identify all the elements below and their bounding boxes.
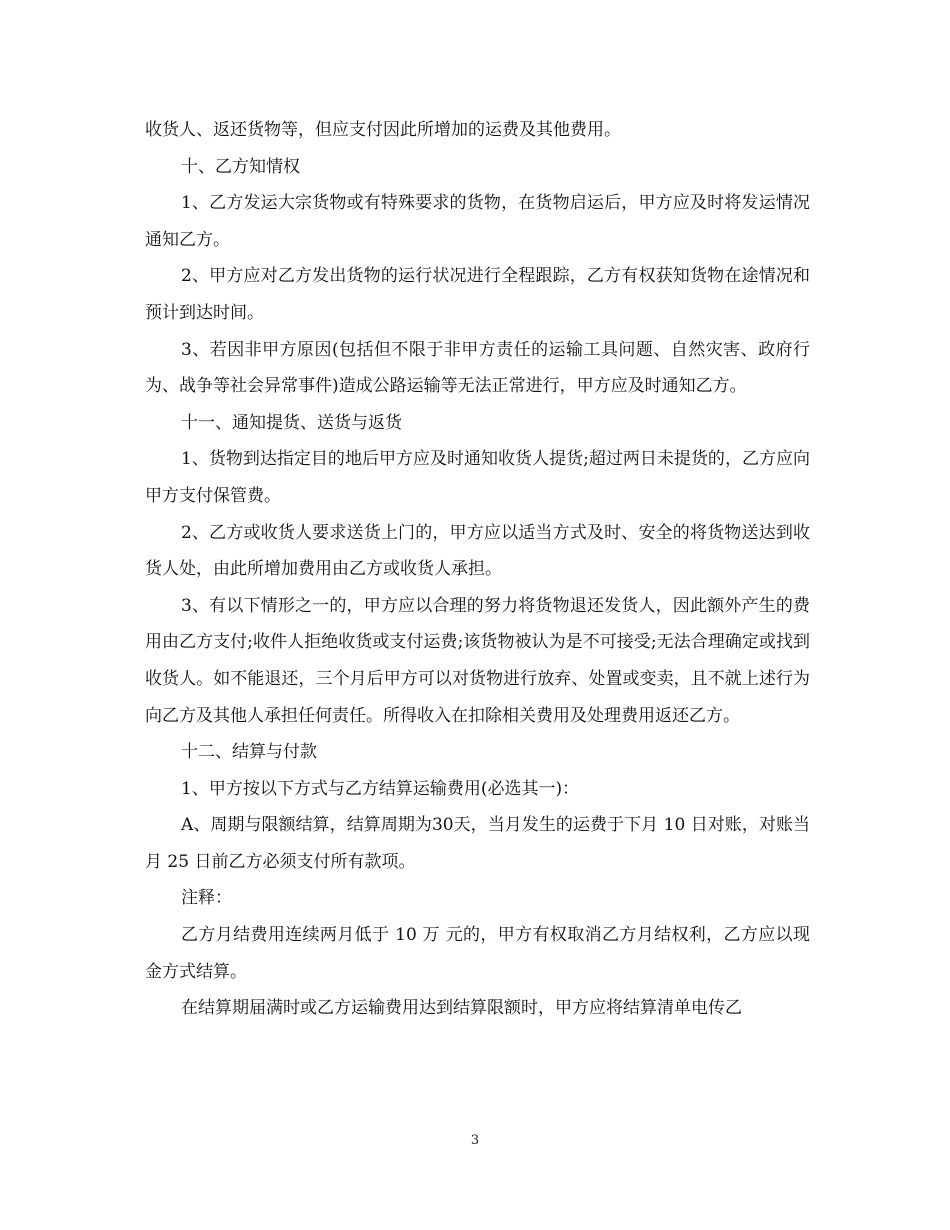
paragraph: A、周期与限额结算，结算周期为30天，当月发生的运费于下月 10 日对账，对账当月 25 日前乙方必须支付所有款项。 (145, 815, 810, 872)
document-body (145, 112, 810, 1027)
paragraph: 2、乙方或收货人要求送货上门的，甲方应以适当方式及时、安全的将货物送达到收货人处，由此所增加费用由乙方或收货人承担。 (145, 522, 810, 580)
paragraph: 1、甲方按以下方式与乙方结算运输费用(必选其一)： (181, 778, 580, 799)
paragraph: 乙方月结费用连续两月低于 10 万 元的，甲方有权取消乙方月结权利，乙方应以现金方式结算。 (145, 925, 810, 982)
section-heading: 十一、通知提货、送货与返货 (181, 412, 402, 433)
paragraph: 2、甲方应对乙方发出货物的运行状况进行全程跟踪，乙方有权获知货物在途情况和预计到达时间。 (145, 266, 810, 323)
section-heading: 十二、结算与付款 (181, 742, 317, 763)
paragraph: 在结算期届满时或乙方运输费用达到结算限额时，甲方应将结算清单电传乙 (181, 998, 742, 1019)
paragraph: 1、乙方发运大宗货物或有特殊要求的货物，在货物启运后，甲方应及时将发运情况通知乙方。 (145, 193, 810, 250)
paragraph: 收货人、返还货物等，但应支付因此所增加的运费及其他费用。 (145, 120, 621, 140)
page-number: 3 (470, 1133, 480, 1148)
section-heading: 十、乙方知情权 (181, 156, 300, 177)
paragraph: 3、有以下情形之一的，甲方应以合理的努力将货物退还发货人，因此额外产生的费用由乙方支付;收件人拒绝收货或支付运费;该货物被认为是不可接受;无法合理确定或找到收货人。如不能退还，三个月后甲方可以对货物进行放弃、处置或变卖，且不就上述行为向乙方及其他人承担任何责任。所得收入在扣除相关费用及处理费用返还乙方。 (145, 595, 810, 726)
paragraph: 3、若因非甲方原因(包括但不限于非甲方责任的运输工具问题、自然灾害、政府行为、战争等社会异常事件)造成公路运输等无法正常进行，甲方应及时通知乙方。 (145, 339, 810, 397)
note-label: 注释： (181, 888, 232, 909)
paragraph: 1、货物到达指定目的地后甲方应及时通知收货人提货;超过两日未提货的，乙方应向甲方支付保管费。 (145, 449, 810, 506)
